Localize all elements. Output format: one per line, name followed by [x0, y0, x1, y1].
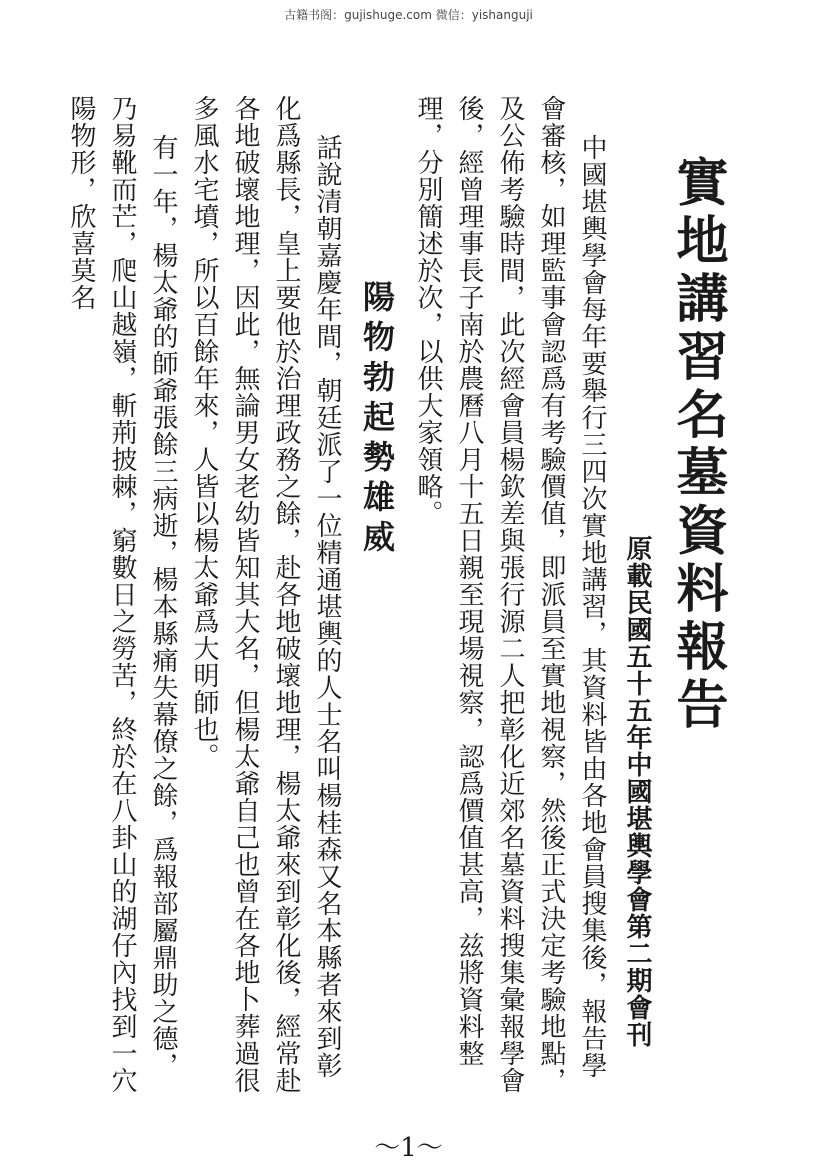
document-body	[42, 95, 732, 1095]
page-title: 實地講習名墓資料報告	[667, 155, 727, 735]
watermark: 古籍书阁：gujishuge.com 微信：yishanguji	[284, 8, 533, 22]
section-heading: 陽物勃起勢雄威	[358, 280, 396, 560]
body-paragraph-2: 有一年，楊太爺的師爺張餘三病逝，楊本縣痛失幕僚之餘，爲報部屬鼎助之德，乃易靴而芒，爬山越嶺，斬荊披棘，窮數日之勞苦，終於在八卦山的湖仔內找到一穴陽物形，欣喜莫名	[66, 95, 178, 1094]
page-number: ～1～	[374, 1133, 443, 1163]
body-paragraph-1: 話說清朝嘉慶年間，朝廷派了一位精通堪輿的人士名叫楊桂森又名本縣者來到彰化爲縣長，皇上要他於治理政務之餘，赴各地破壞地理，楊太爺來到彰化後，經常赴各地破壞地理，因此，無論男女老幼皆知其大名，但楊太爺自己也曾在各地卜葬過很多風水宅墳，所以百餘年來，人皆以楊太爺爲大明師也。	[189, 95, 342, 1094]
intro-paragraph: 中國堪輿學會每年要舉行三四次實地講習，其資料皆由各地會員搜集後，報告學會審核，如理監事會認爲有考驗價值，即派員至實地視察，然後正式決定考驗地點，及公佈考驗時間，此次經會員楊欽差與張行源二人把彰化近郊名墓資料搜集彙報學會後，經曾理事長子南於農曆八月十五日親至現場視察，認爲價值甚高，兹將資料整理，分別簡述於次，以供大家領略。	[413, 95, 607, 1094]
source-note: 原載民國五十五年中國堪輿學會第二期會刊	[622, 535, 652, 1048]
